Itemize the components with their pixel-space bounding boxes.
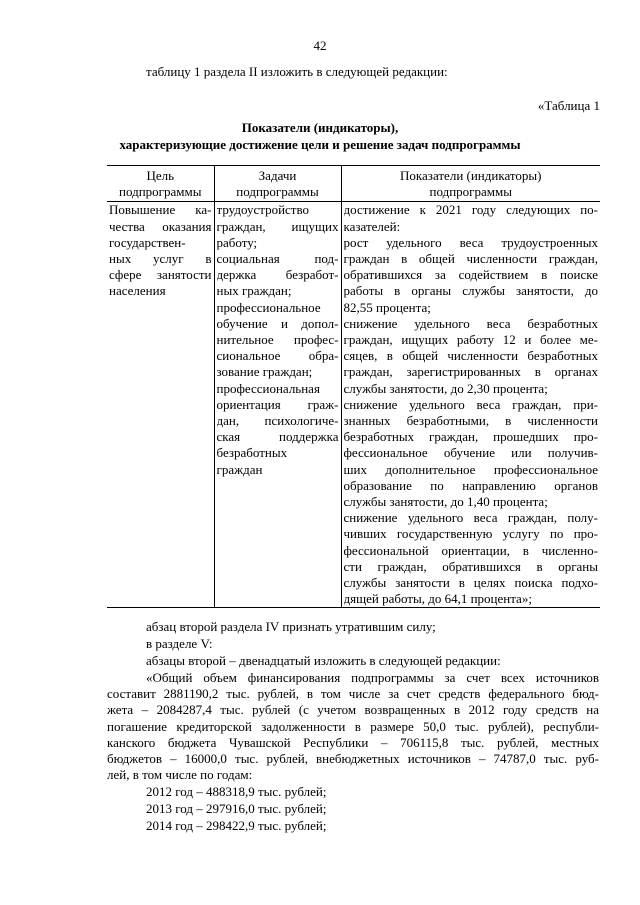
indicators-table [107,165,600,608]
tasks-line: граждан [216,461,263,477]
indicators-line: фессиональное обучение или получив- [343,445,598,461]
intro-line: таблицу 1 раздела II изложить в следующей редакции: [146,64,448,79]
indicators-line: граждан, ищущих работу 12 и более ме- [343,332,598,348]
cell-indicators [341,202,600,608]
table-title-line-2: характеризующие достижение цели и решение задач подпрограммы [119,137,521,152]
header-tasks-line-2: подпрограммы [236,184,319,200]
paragraph-line: погашение кредиторской задолженности в размере 50,0 тыс. рублей), республи- [107,718,599,734]
indicators-line: сти граждан, обратившихся в органы [343,558,598,574]
cell-goal [107,202,214,608]
year-line: 2012 год – 488318,9 тыс. рублей; [146,784,327,799]
indicators-line: фессиональной ориентации, в численно- [343,542,598,558]
indicators-line: службы занятости, до 2,30 процента; [343,380,548,396]
indicators-line: снижение удельного веса граждан, полу- [343,510,598,526]
after-line-2: в разделе V: [146,636,213,651]
header-tasks-line-1: Задачи [258,168,297,183]
indicators-line: работы в органы службы занятости, до [343,283,598,299]
paragraph-line: лей, в том числе по годам: [107,767,253,783]
header-goal-line-1: Цель [146,168,175,183]
indicators-line: сяцев, в общей численности безработных [343,348,598,364]
tasks-line: работу; [216,234,258,250]
goal-line: ных услуг в [109,251,212,267]
header-goal-line-2: подпрограммы [119,184,202,200]
indicators-line: образование по направлению органов [343,477,598,493]
indicators-line: дящей работы, до 64,1 процента»; [343,591,532,607]
indicators-line: службы занятости в целях поиска подхо- [343,575,598,591]
year-line: 2014 год – 298422,9 тыс. рублей; [146,818,327,833]
indicators-line: ших дополнительное профессиональное [343,461,598,477]
goal-line: сфере занятости [109,267,212,283]
indicators-line: чивших государственную услугу по про- [343,526,598,542]
indicators-line: граждан в общей численности граждан, [343,251,598,267]
tasks-line: ская поддержка [216,429,339,445]
paragraph-line: канского бюджета Чувашской Республики – 706115,8 тыс. рублей, местных [107,734,599,750]
paragraph-line: составит 2881190,2 тыс. рублей, в том числе за счет средств федерального бюд- [107,686,599,702]
goal-line: чества оказания [109,218,212,234]
table-title-line-1: Показатели (индикаторы), [241,120,399,135]
table-label: «Таблица 1 [537,98,600,113]
tasks-line: обучение и допол- [216,315,339,331]
year-line: 2013 год – 297916,0 тыс. рублей; [146,801,327,816]
tasks-line: социальная под- [216,251,339,267]
paragraph-line: жета – 2084287,4 тыс. рублей (с учетом возвращенных в 2012 году средств на [107,702,599,718]
indicators-line: знанных безработными, в численности [343,413,598,429]
indicators-line: снижение удельного веса граждан, при- [343,396,598,412]
tasks-line: профессиональная [216,380,320,396]
page-number: 42 [313,38,327,53]
tasks-line: дан, психологиче- [216,413,339,429]
goal-line: Повышение ка- [109,202,212,218]
header-indicators-line-1: Показатели (индикаторы) [400,168,542,183]
paragraph-line: бюджетов – 16000,0 тыс. рублей, внебюджетных источников – 74787,0 тыс. руб- [107,751,599,767]
indicators-line: граждан, зарегистрированных в органах [343,364,598,380]
header-tasks [214,166,341,202]
financing-paragraph [107,670,599,783]
header-goal [107,166,214,202]
goal-line: населения [109,283,166,299]
header-indicators [341,166,600,202]
tasks-line: безработных [216,445,288,461]
header-indicators-line-2: подпрограммы [429,184,512,200]
tasks-line: нительное профес- [216,332,339,348]
goal-line: государствен- [109,234,186,250]
indicators-line: безработных граждан, прошедших про- [343,429,598,445]
indicators-line: рост удельного веса трудоустроенных [343,234,598,250]
table-header-row [107,166,600,202]
tasks-line: профессиональное [216,299,321,315]
indicators-line: казателей: [343,218,401,234]
indicators-line: снижение удельного веса безработных [343,315,598,331]
tasks-line: граждан, ищущих [216,218,339,234]
cell-tasks [214,202,341,608]
table-row [107,202,600,608]
tasks-line: ных граждан; [216,283,292,299]
indicators-line: 82,55 процента; [343,299,431,315]
indicators-line: службы занятости, до 1,40 процента; [343,494,548,510]
indicators-line: обратившихся за содействием в поиске [343,267,598,283]
after-line-1: абзац второй раздела IV признать утратившим силу; [146,619,436,634]
tasks-line: трудоустройство [216,202,310,218]
tasks-line: держка безработ- [216,267,339,283]
tasks-line: ориентация граж- [216,396,339,412]
indicators-line: достижение к 2021 году следующих по- [343,202,598,218]
tasks-line: зование граждан; [216,364,313,380]
after-line-3: абзацы второй – двенадцатый изложить в следующей редакции: [146,653,501,668]
tasks-line: сиональное обра- [216,348,339,364]
paragraph-line: «Общий объем финансирования подпрограммы за счет всех источников [146,670,599,685]
